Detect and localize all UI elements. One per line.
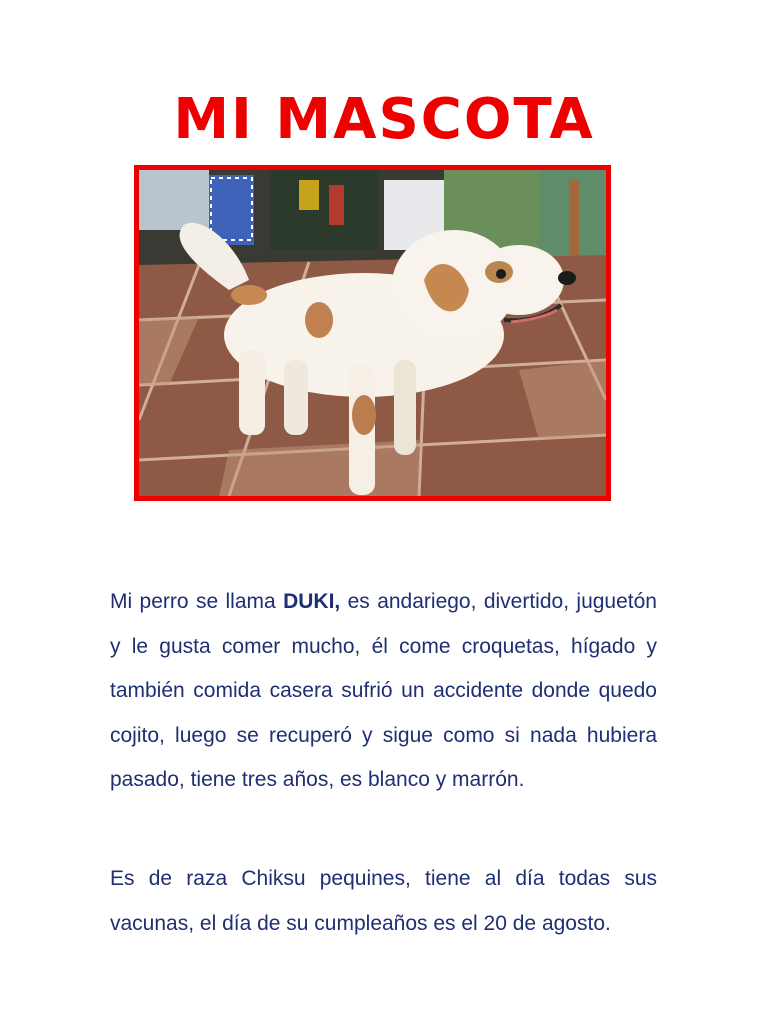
breed-paragraph: Es de raza Chiksu pequines, tiene al día todas sus vacunas, el día de su cumpleaños es el 20 de agosto. xyxy=(110,867,657,935)
description-paragraph xyxy=(110,580,657,803)
dog-name: DUKI, xyxy=(283,590,341,613)
paragraph-lead: Mi perro se llama xyxy=(110,590,284,613)
dog-photo xyxy=(139,170,606,496)
paragraph-rest: es andariego, divertido, juguetón y le gusta comer mucho, él come croquetas, hígado y también comida casera sufrió un accidente donde quedo cojito, luego se recuperó y sigue como si nada hubiera pasado, tiene tres años, es blanco y marrón. xyxy=(110,590,657,791)
page-title: MI MASCOTA xyxy=(173,87,595,152)
dog-photo-frame xyxy=(134,165,611,501)
